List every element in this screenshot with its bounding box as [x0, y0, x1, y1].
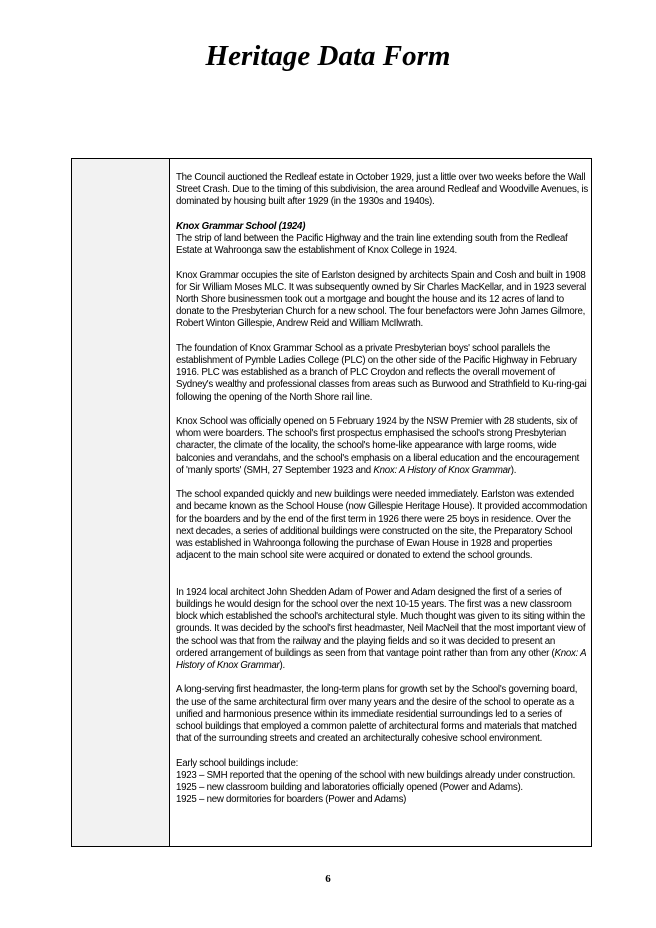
paragraph-opening-text: Knox School was officially opened on 5 February 1924 by the NSW Premier with 28 students, six of whom were boarders. The school's first prospectus emphasised the school's strong Presbyterian character, the climate of the locality, the school's home-like appearance with large rooms, wide balconies and verandahs, and the school's emphasis on a liberal education and the encouragement of 'manly sports' (SMH, 27 September 1923 and: [176, 416, 580, 476]
paragraph-redleaf-auction: The Council auctioned the Redleaf estate in October 1929, just a little over two weeks before the Wall Street Crash. Due to the timing of this subdivision, the area around Redleaf and Woodville Avenues, is dominated by housing built after 1929 (in the 1930s and 1940s).: [176, 172, 588, 208]
buildings-list: [176, 758, 588, 807]
paragraph-earlston: Knox Grammar occupies the site of Earlston designed by architects Spain and Cosh and built in 1908 for Sir William Moses MLC. It was subsequently owned by Sir Charles MacKellar, and in 1923 several North Shore businessmen took out a mortgage and bought the house and its 12 acres of land to donate to the Presbyterian Church for a new school. The four benefactors were John James Gilmore, Robert Winton Gillespie, Andrew Reid and William McIlwrath.: [176, 269, 587, 330]
page-title: Heritage Data Form: [205, 40, 451, 72]
section-heading: Knox Grammar School (1924): [176, 220, 306, 232]
form-table: [71, 158, 592, 847]
content-cell: [176, 172, 588, 806]
paragraph-architect: [176, 587, 588, 672]
paragraph-expansion: The school expanded quickly and new buildings were needed immediately. Earlston was extended and became known as the School House (now Gillespie Heritage House). It provided accommodation for the boarders and by the end of the first term in 1926 there were 25 boys in residence. Over the next decades, a series of additional buildings were constructed on the site, the Preparatory School was established in Wahroonga following the purchase of Ewan House in 1928 and properties adjacent to the main school site were acquired or donated to extend the school grounds.: [176, 489, 588, 562]
section-knox: [176, 221, 588, 258]
list-item: 1925 – new classroom building and laboratories officially opened (Power and Adams).: [176, 782, 523, 794]
paragraph-architect-end: ).: [279, 660, 285, 672]
page-number: 6: [325, 873, 331, 885]
list-item: 1925 – new dormitories for boarders (Power and Adams): [176, 794, 407, 806]
paragraph-knox-intro: The strip of land between the Pacific Highway and the train line extending south from the Redleaf Estate at Wahroonga saw the establishment of Knox College in 1924.: [176, 233, 568, 257]
list-item: 1923 – SMH reported that the opening of the school with new buildings already under construction.: [176, 769, 576, 781]
book-citation: Knox: A History of Knox Grammar: [373, 464, 511, 476]
paragraph-opening-end: ).: [510, 464, 517, 476]
paragraph-opening: [176, 416, 588, 477]
paragraph-architect-text: In 1924 local architect John Shedden Adam of Power and Adam designed the first of a series of buildings he would design for the school over the next 10-15 years. The first was a new classroom block which established the school's architectural style. Much thought was given to its siting within the grounds. It was decided by the school's first headmaster, Neil MacNeil that the most important view of the school was that from the railway and the playing fields and so it was decided to present an ordered arrangement of buildings as seen from that vantage point rather than from any other (: [176, 586, 586, 659]
book-citation: Knox: A History of Knox Grammar: [176, 647, 586, 672]
spacer: [176, 575, 588, 587]
label-column: [72, 159, 170, 846]
list-intro: Early school buildings include:: [176, 757, 299, 769]
paragraph-headmaster: A long-serving first headmaster, the long-term plans for growth set by the School's governing board, the use of the same architectural firm over many years and the desire of the school to operate as a unified and harmonious presence within its immediate residential surroundings led to a series of school buildings that employed a common palette of architectural forms and materials that matched that of the surrounding streets and created an architecturally cohesive school environment.: [176, 684, 578, 745]
paragraph-foundation: The foundation of Knox Grammar School as a private Presbyterian boys' school parallels the establishment of Pymble Ladies College (PLC) on the other side of the Pacific Highway in February 1916. PLC was established as a branch of PLC Croydon and reflects the overall movement of Sydney's wealthy and professional classes from areas such as Burwood and Strathfield to Ku-ring-gai following the opening of the North Shore rail line.: [176, 342, 587, 403]
